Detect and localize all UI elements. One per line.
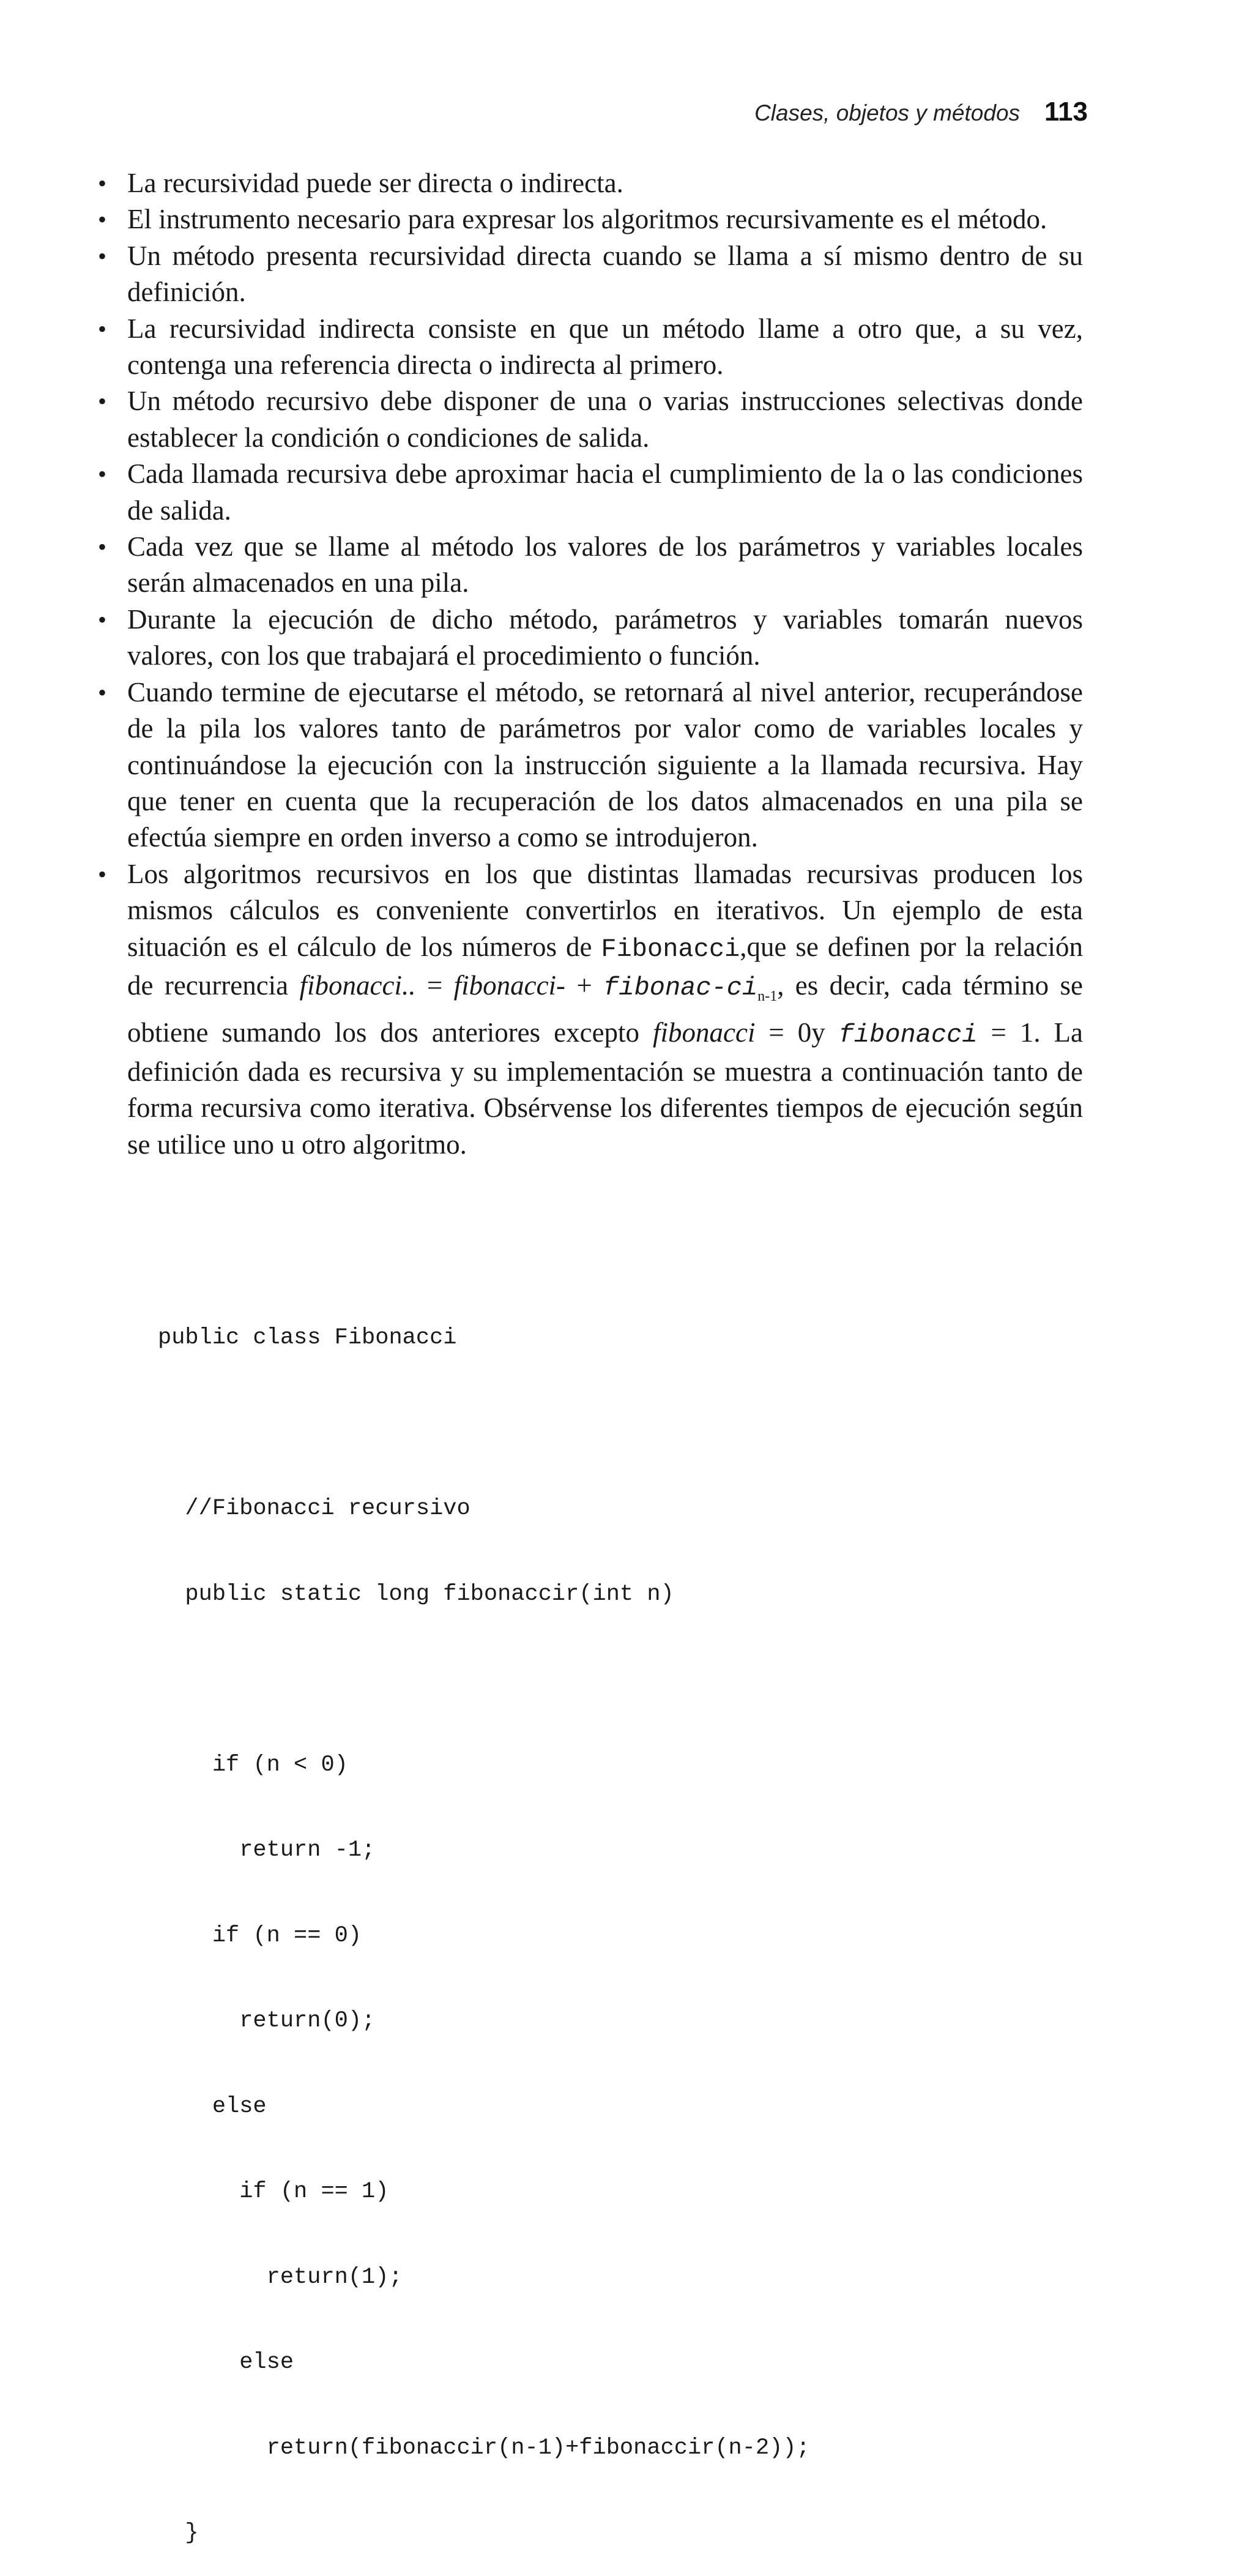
code-listing: [158, 1267, 1076, 2576]
list-item: • Cada llamada recursiva debe aproximar hacia el cumplimiento de la o las condiciones de salida.: [92, 456, 1083, 529]
bullet-icon: •: [98, 678, 107, 706]
code-line: if (n < 0): [158, 1752, 348, 1778]
code-line: }: [158, 2520, 199, 2546]
bullet-icon: •: [98, 387, 107, 416]
code-line: if (n == 0): [158, 1922, 362, 1949]
bullet-icon: •: [98, 242, 107, 270]
code-line: return(1);: [158, 2264, 403, 2290]
bullet-list: [92, 165, 1083, 1163]
code-line: return(fibonaccir(n-1)+fibonaccir(n-2));: [158, 2435, 810, 2461]
code-line: if (n == 1): [158, 2179, 389, 2205]
page-header: [754, 97, 1088, 127]
list-item: • Cuando termine de ejecutarse el método, se retornará al nivel anterior, recuperándose de la pila los valores tanto de parámetros por valor como de variables locales y continuándose la ejecución con la instrucción siguiente a la llamada recursiva. Hay que tener en cuenta que la recuperación de los datos almacenados en una pila se efectúa siempre en orden inverso a como se introdujeron.: [92, 674, 1083, 856]
code-line: [158, 1409, 1076, 1438]
code-line: return -1;: [158, 1837, 376, 1863]
code-line: else: [158, 2350, 294, 2375]
list-item: • La recursividad puede ser directa o indirecta.: [92, 165, 1083, 201]
code-line: public class Fibonacci: [158, 1325, 457, 1351]
bullet-icon: •: [98, 605, 107, 633]
list-item: • Un método recursivo debe disponer de una o varias instrucciones selectivas donde establecer la condición o condiciones de salida.: [92, 383, 1083, 456]
code-line: //Fibonacci recursivo: [158, 1496, 470, 1521]
list-item: • La recursividad indirecta consiste en que un método llame a otro que, a su vez, contenga una referencia directa o indirecta al primero.: [92, 311, 1083, 384]
code-line: else: [158, 2093, 267, 2119]
page-number: 113: [1044, 97, 1088, 127]
code-line: public static long fibonaccir(int n): [158, 1581, 674, 1607]
code-line: [158, 1665, 1076, 1694]
list-item: • Durante la ejecución de dicho método, parámetros y variables tomarán nuevos valores, con los que trabajará el procedimiento o función.: [92, 602, 1083, 674]
page-body: [92, 165, 1083, 1163]
list-item: • El instrumento necesario para expresar los algoritmos recursivamente es el método.: [92, 201, 1083, 237]
list-item: • Un método presenta recursividad directa cuando se llama a sí mismo dentro de su definición.: [92, 238, 1083, 311]
bullet-icon: •: [98, 860, 107, 888]
bullet-icon: •: [98, 533, 107, 561]
bullet-icon: •: [98, 460, 107, 488]
running-title: Clases, objetos y métodos: [754, 100, 1021, 125]
code-line: return(0);: [158, 2008, 376, 2034]
list-item: • Cada vez que se llame al método los valores de los parámetros y variables locales serán almacenados en una pila.: [92, 529, 1083, 602]
bullet-icon: •: [98, 206, 107, 234]
list-item-fibonacci: • Los algoritmos recursivos en los que distintas llamadas recursivas producen los mismos cálculos es conveniente convertirlos en iterativos. Un ejemplo de esta situación es el cálculo de los números de Fibonacci,que se definen por la relación de recurrencia fibonacci.. = fibonacci- + fibonac-$ci_{n-1}$, es decir, cada término se obtiene sumando los dos anteriores excepto fibonacci = 0y fibonacci = 1. La definición dada es recursiva y su implementación se muestra a continuación tanto de forma recursiva como iterativa. Obsérvense los diferentes tiempos de ejecución según se utilice uno u otro algoritmo.: [92, 856, 1083, 1163]
bullet-icon: •: [98, 315, 107, 343]
bullet-icon: •: [98, 170, 107, 197]
